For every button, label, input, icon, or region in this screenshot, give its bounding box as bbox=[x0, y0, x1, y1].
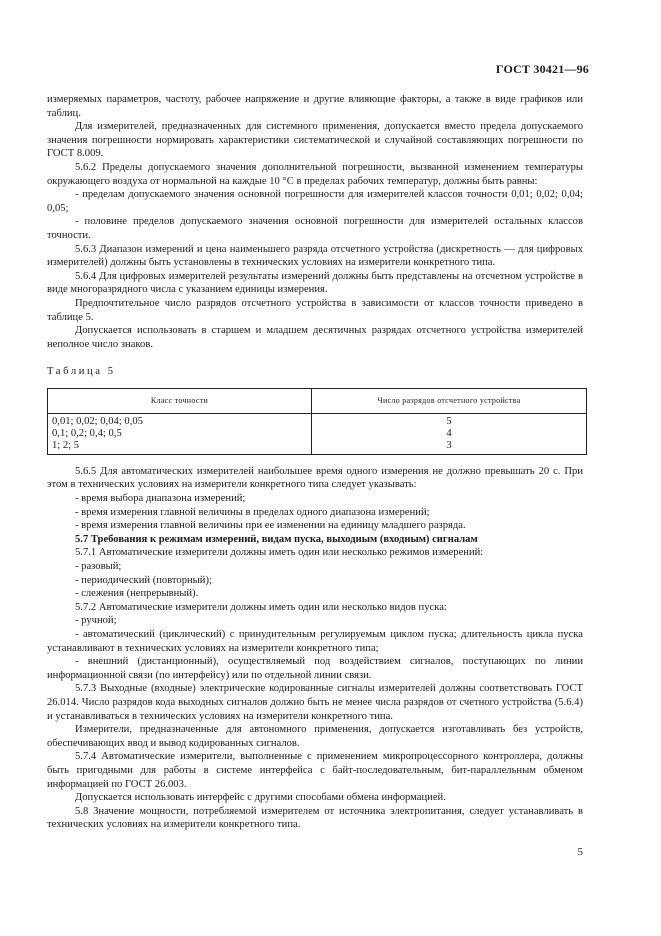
paragraph: 5.6.3 Диапазон измерений и цена наименьшего разряда отсчетного устройства (дискретность — для цифровых измерителей) должны быть установлены в технических условиях на измерители конкретного типа. bbox=[47, 243, 583, 269]
paragraph: Предпочтительное число разрядов отсчетного устройства в зависимости от классов точности приведено в таблице 5. bbox=[47, 297, 583, 323]
paragraph: 5.7.3 Выходные (входные) электрические кодированные сигналы измерителей должны соответствовать ГОСТ 26.014. Число разрядов кода выходных сигналов должно быть не менее числа разрядов от счетного устройства (5.6.4) и устанавливаться в технических условиях на измерители конкретного типа. bbox=[47, 683, 583, 722]
paragraph: Измерители, предназначенные для автономного применения, допускается изготавливать без устройств, обеспечивающих ввод и вывод кодированных сигналов. bbox=[47, 724, 583, 749]
paragraph: - пределам допускаемого значения основной погрешности для измерителей классов точности 0,01; 0,02; 0,04; 0,05; bbox=[47, 189, 583, 214]
paragraph: - половине пределов допускаемого значения основной погрешности для измерителей остальных классов точности. bbox=[47, 216, 583, 241]
table-header-row bbox=[48, 388, 587, 413]
standard-header: ГОСТ 30421—96 bbox=[495, 62, 589, 76]
paragraph: 5.6.4 Для цифровых измерителей результаты измерений должны быть представлены на отсчетном устройстве в виде многоразрядного числа с указанием единицы измерения. bbox=[47, 270, 583, 296]
paragraph: 5.8 Значение мощности, потребляемой измерителем от источника электропитания, следует устанавливать в технических условиях на измерители конкретного типа. bbox=[47, 805, 583, 831]
paragraphs-before-table bbox=[47, 93, 583, 351]
page-number: 5 bbox=[577, 846, 583, 858]
paragraph: - периодический (повторный); bbox=[75, 574, 212, 586]
paragraph: Допускается использовать интерфейс с другими способами обмена информацией. bbox=[75, 792, 446, 804]
header-accuracy-class: Класс точности bbox=[48, 388, 312, 413]
paragraphs-after-table bbox=[47, 465, 583, 832]
paragraph: 5.7.1 Автоматические измерители должны иметь один или несколько режимов измерений: bbox=[75, 547, 484, 559]
paragraph: 5.6.2 Пределы допускаемого значения дополнительной погрешности, вызванной изменением температуры окружающего воздуха от нормальной на каждые 10 °С в пределах рабочих температур, должны быть равны: bbox=[47, 161, 583, 187]
table-cell-class: 0,01; 0,02; 0,04; 0,05 0,1; 0,2; 0,4; 0,5 1; 2; 5 bbox=[48, 413, 312, 454]
accuracy-table bbox=[47, 388, 587, 455]
paragraph: Допускается использовать в старшем и младшем десятичных разрядах отсчетного устройства измерителей неполное число знаков. bbox=[47, 325, 583, 350]
paragraph: 5.6.5 Для автоматических измерителей наибольшее время одного измерения не должно превышать 20 с. При этом в технических условиях на измерители конкретного типа следует указывать: bbox=[47, 465, 583, 491]
paragraph: - слежения (непрерывный). bbox=[75, 588, 199, 600]
paragraph: 5.7.4 Автоматические измерители, выполненные с применением микропроцессорного контроллера, должны быть пригодными для работы в системе интерфейса с байт-последовательным, бит-параллельным обменом информацией по ГОСТ 26.003. bbox=[47, 751, 583, 790]
table-row bbox=[48, 413, 587, 454]
paragraph: 5.7 Требования к режимам измерений, видам пуска, выходным (входным) сигналам bbox=[75, 533, 478, 545]
paragraph: - ручной; bbox=[75, 615, 117, 627]
page-body bbox=[47, 93, 583, 832]
header-digit-count: Число разрядов отсчетного устройства bbox=[312, 388, 587, 413]
paragraph: Для измерителей, предназначенных для системного применения, допускается вместо предела допускаемого значения погрешности нормировать характеристики систематической и случайной составляющих погрешности по ГОСТ 8.009. bbox=[47, 121, 583, 160]
paragraph: - время измерения главной величины при ее изменении на единицу младшего разряда. bbox=[75, 520, 466, 532]
paragraph: - разовый; bbox=[75, 561, 122, 573]
paragraph: - внешний (дистанционный), осуществляемый под воздействием сигналов, поступающих по линии информационной связи (по интерфейсу) или по отдельной линии связи. bbox=[47, 656, 583, 681]
paragraph: измеряемых параметров, частоту, рабочее напряжение и другие влияющие факторы, а также в виде графиков или таблиц. bbox=[47, 94, 583, 119]
paragraph: - время выбора диапазона измерений; bbox=[75, 493, 246, 505]
paragraph: - время измерения главной величины в пределах одного диапазона измерений; bbox=[75, 506, 430, 518]
table-cell-digits: 5 4 3 bbox=[312, 413, 587, 454]
paragraph: 5.7.2 Автоматические измерители должны иметь один или несколько видов пуска: bbox=[75, 601, 447, 613]
paragraph: - автоматический (циклический) с принудительным регулируемым циклом пуска; длительность цикла пуска устанавливают в технических условиях на измерители конкретного типа; bbox=[47, 629, 583, 654]
table-caption: Таблица 5 bbox=[47, 366, 116, 378]
